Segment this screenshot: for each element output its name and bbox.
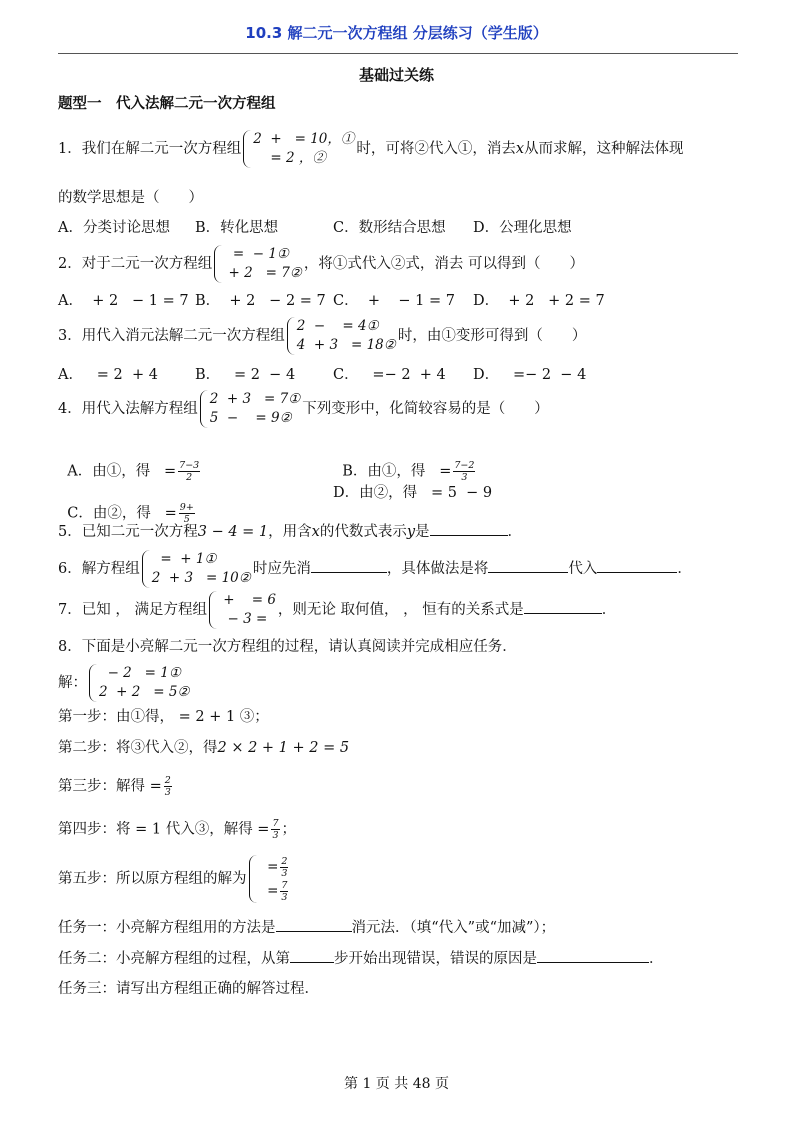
q4-option-a-label: A．由①，得 =: [67, 463, 177, 480]
q3-option-a: A． = 2 + 4: [58, 367, 158, 383]
q8-step-5-system: [249, 855, 291, 903]
q8-step-4-label: 第四步：将 = 1 代入③，解得 =: [58, 821, 270, 838]
q8-system: [89, 664, 190, 702]
question-5: [58, 521, 522, 542]
q8-s4-den: 3: [272, 830, 279, 841]
q7-eq-1: + = 6: [218, 592, 276, 608]
q7-eq-2: − 3 =: [218, 611, 276, 627]
q1-line2: 的数学思想是（ ）: [58, 190, 203, 206]
q8-solution-label: 解：: [58, 675, 87, 691]
q8-eq-1: − 2 = 1①: [99, 665, 181, 681]
q4-option-d: D．由②，得 = 5 − 9: [333, 485, 493, 501]
q8-s5-r2-frac: [280, 880, 288, 903]
question-3: [58, 317, 586, 355]
q8-task-3: 任务三：请写出方程组正确的解答过程．: [58, 981, 319, 997]
q8-step-5-row-2: [259, 879, 291, 903]
q8-s3-num: 2: [164, 775, 171, 786]
q4-option-c-label: C．由②，得 =: [67, 505, 177, 522]
q8-s5-r1-lhs: =: [258, 859, 279, 875]
q2-suffix: ，将①式代入②式，消去 可以得到（ ）: [303, 256, 584, 272]
q6-blank-3[interactable]: [597, 558, 677, 573]
q5-y: y: [406, 524, 416, 540]
q8-s5-r2-lhs: =: [258, 883, 279, 899]
q1-system: [243, 130, 354, 168]
q1-eq-1: 2 + = 10，①: [253, 131, 355, 147]
q6-blank-2[interactable]: [488, 558, 568, 573]
q6-mid: 时应先消: [252, 561, 311, 577]
header-divider: [58, 53, 738, 54]
q5-equation: 3 − 4 = 1: [197, 524, 269, 540]
q3-system: [287, 317, 396, 355]
q7-system: [209, 591, 276, 629]
q4-b-den: 3: [461, 472, 468, 483]
q4-system: [200, 390, 301, 428]
q1-suffix2: 从而求解，这种解法体现: [524, 141, 684, 157]
q8-s5-r1-den: 3: [281, 868, 288, 879]
q8-task-2-a: 任务二：小亮解方程组的过程，从第: [58, 951, 290, 967]
q8-step-4-end: ；: [281, 821, 297, 838]
q4-option-b: [333, 440, 477, 483]
q4-option-c: [58, 482, 197, 525]
q8-task-1-b: 消元法．（填“代入”或“加减”）；: [351, 920, 556, 936]
q8-task-1: [58, 917, 555, 938]
q4-a-den: 2: [186, 472, 193, 483]
q8-step-3-fraction: [164, 775, 172, 798]
q8-s3-den: 3: [164, 787, 171, 798]
q6-eq-2: 2 + 3 = 10②: [151, 570, 251, 586]
q5-tail: ．: [507, 524, 523, 540]
q4-suffix: 下列变形中，化简较容易的是（ ）: [302, 401, 549, 417]
q2-system: [214, 245, 302, 283]
question-4: [58, 390, 549, 428]
q2-prefix: 2．对于二元一次方程组: [58, 256, 213, 272]
q4-c-num: 9+: [179, 502, 194, 513]
q7-answer-blank[interactable]: [524, 599, 602, 614]
question-2: [58, 245, 584, 283]
q3-prefix: 3．用代入消元法解二元一次方程组: [58, 328, 285, 344]
question-7: [58, 591, 616, 629]
q8-intro: 8．下面是小亮解二元一次方程组的过程，请认真阅读并完成相应任务．: [58, 639, 517, 655]
section-title: 基础过关练: [358, 66, 434, 84]
q4-b-num: 7−2: [454, 460, 475, 471]
q4-eq-1: 2 + 3 = 7①: [209, 391, 301, 407]
q8-step-4-fraction: [271, 818, 279, 841]
q2-option-d: D． + 2 + 2 = 7: [473, 293, 605, 309]
q2-eq-1: = − 1①: [224, 246, 290, 262]
q8-step-4: [58, 818, 296, 841]
q4-option-b-fraction: [453, 460, 475, 483]
q8-s4-num: 7: [272, 818, 279, 829]
q2-eq-2: + 2 = 7②: [224, 265, 302, 281]
q8-task-2-c: ．: [649, 951, 664, 967]
topic-title: 题型一 代入法解二元一次方程组: [58, 96, 276, 112]
question-1: [58, 130, 684, 168]
q1-prefix: 1．我们在解二元一次方程组: [58, 141, 242, 157]
q6-system: [142, 550, 251, 588]
q7-prefix: 7．已知 ， 满足方程组: [58, 602, 207, 618]
q6-eq-1: = + 1①: [151, 551, 217, 567]
q5-mid2: 的代数式表示: [319, 524, 407, 540]
q8-eq-2: 2 + 2 = 5②: [99, 684, 190, 700]
q5-answer-blank[interactable]: [430, 521, 508, 536]
q8-task-2: [58, 948, 664, 969]
q8-s5-r2-num: 7: [281, 880, 288, 891]
q4-c-den: 5: [183, 514, 190, 525]
q8-task-1-blank[interactable]: [276, 917, 352, 932]
q1-suffix: 时，可将②代入①，消去: [356, 141, 516, 157]
q4-option-a-fraction: [178, 460, 200, 483]
question-6: [58, 550, 692, 588]
q5-mid: ，用含: [268, 524, 312, 540]
page-footer: 第 1 页 共 48 页: [344, 1076, 449, 1092]
q4-option-a: [58, 440, 202, 483]
q8-s5-r2-den: 3: [281, 892, 288, 903]
q3-option-d: D． =− 2 − 4: [473, 367, 587, 383]
q4-a-num: 7−3: [179, 460, 200, 471]
q2-option-b: B． + 2 − 2 = 7: [195, 293, 326, 309]
q8-task-1-a: 任务一：小亮解方程组用的方法是: [58, 920, 276, 936]
q6-blank-1[interactable]: [311, 558, 387, 573]
q6-tail: ．: [677, 561, 692, 577]
q8-step-5-label: 第五步：所以原方程组的解为: [58, 871, 247, 887]
q8-solution: [58, 664, 192, 702]
q4-prefix: 4．用代入法解方程组: [58, 401, 198, 417]
q1-option-a: A．分类讨论思想: [58, 220, 170, 236]
q8-step-2-equation: 2 × 2 + 1 + 2 = 5: [217, 740, 350, 756]
q4-option-b-label: B．由①，得 =: [342, 463, 452, 480]
q8-step-3-label: 第三步：解得 =: [58, 778, 162, 795]
q5-end: 是: [415, 524, 430, 540]
q1-option-c: C．数形结合思想: [333, 220, 446, 236]
q4-eq-2: 5 − = 9②: [209, 410, 292, 426]
q5-prefix: 5．已知二元一次方程: [58, 524, 198, 540]
q8-step-2: [58, 738, 349, 758]
q5-x: x: [311, 524, 320, 540]
q1-eq-2: = 2 ，②: [253, 150, 326, 166]
q8-task-2-blank-1[interactable]: [290, 948, 334, 963]
q8-task-2-b: 步开始出现错误，错误的原因是: [334, 951, 537, 967]
q7-mid: ，则无论 取何值， ， 恒有的关系式是: [277, 602, 524, 618]
q1-option-d: D．公理化思想: [473, 220, 572, 236]
q8-step-1: 第一步：由①得， = 2 + 1 ③；: [58, 709, 269, 725]
q8-step-5: [58, 854, 292, 904]
q6-prefix: 6．解方程组: [58, 561, 140, 577]
q1-option-b: B．转化思想: [195, 220, 279, 236]
q8-step-3: [58, 775, 174, 798]
q1-var: x: [515, 141, 525, 157]
q8-step-5-row-1: [259, 855, 291, 879]
page-header-title: 10.3 解二元一次方程组 分层练习（学生版）: [245, 24, 548, 42]
q3-eq-1: 2 − = 4①: [296, 318, 379, 334]
q8-s5-r1-frac: [280, 856, 288, 879]
q3-option-c: C． =− 2 + 4: [333, 367, 446, 383]
q3-suffix: 时，由①变形可得到（ ）: [397, 328, 587, 344]
q3-option-b: B． = 2 − 4: [195, 367, 296, 383]
q2-option-c: C． + − 1 = 7: [333, 293, 455, 309]
q7-tail: ．: [601, 602, 617, 618]
q6-mid2: ，具体做法是将: [386, 561, 489, 577]
q6-mid3: 代入: [568, 561, 598, 577]
q8-step-2-label: 第二步：将③代入②，得: [58, 740, 218, 756]
q8-task-2-blank-2[interactable]: [537, 948, 649, 963]
q3-eq-2: 4 + 3 = 18②: [296, 337, 396, 353]
q8-s5-r1-num: 2: [281, 856, 288, 867]
q2-option-a: A． + 2 − 1 = 7: [58, 293, 189, 309]
